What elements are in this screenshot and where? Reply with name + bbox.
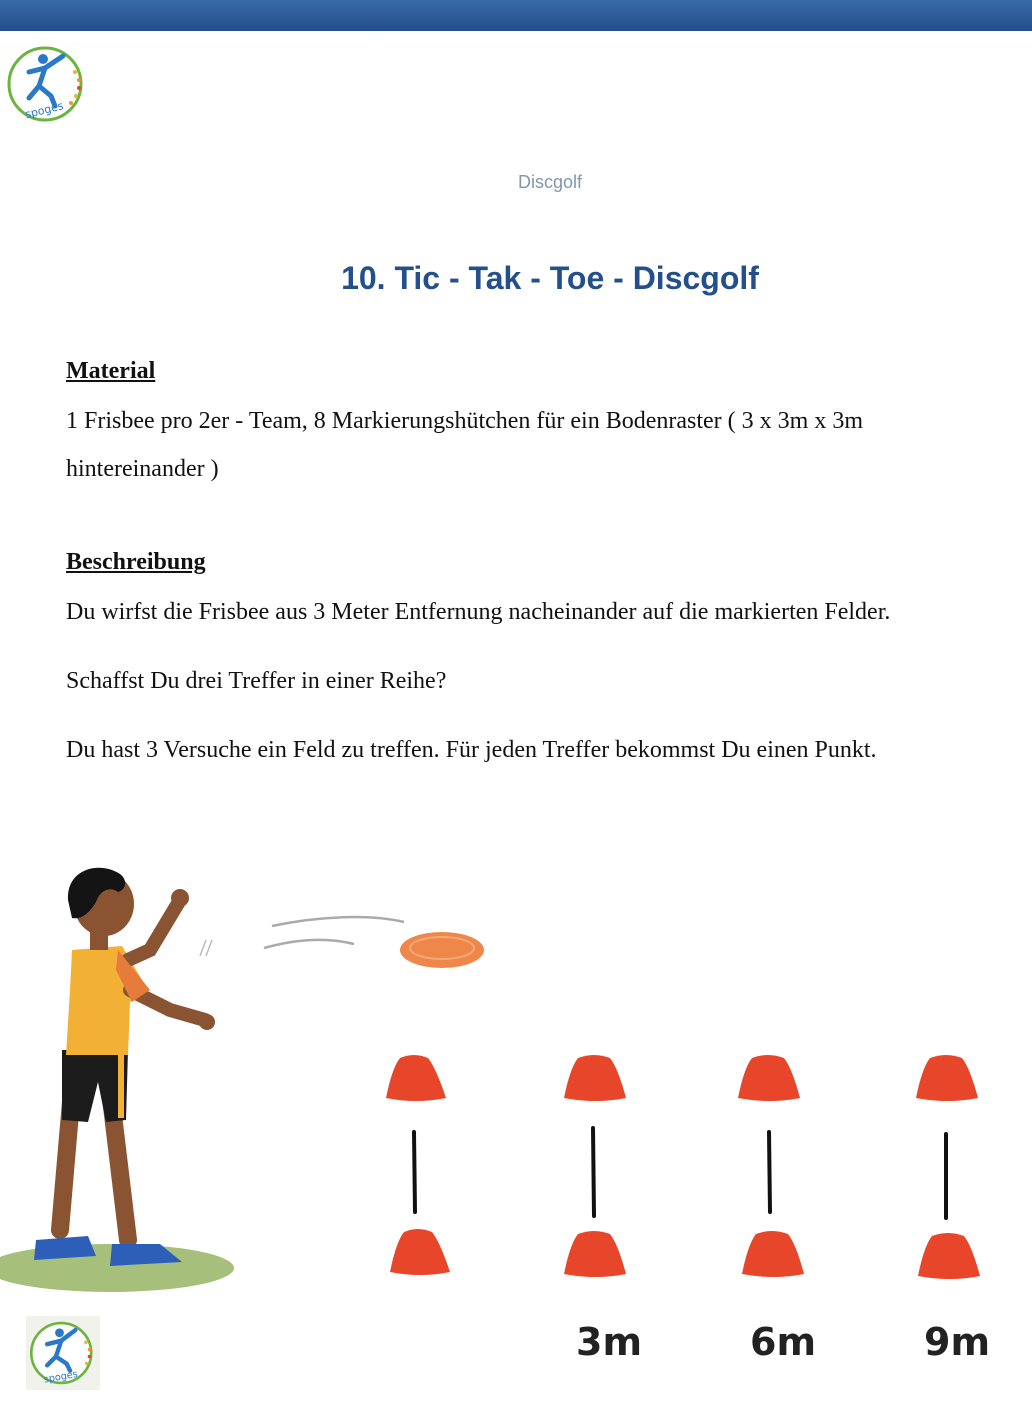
beschreibung-heading: Beschreibung [66, 549, 206, 575]
distance-label-9m: 9m [924, 1320, 991, 1364]
page-title: 10. Tic - Tak - Toe - Discgolf [341, 260, 759, 296]
field-lines [414, 1128, 946, 1218]
logo-bottom-text: spoges [42, 1368, 79, 1386]
discgolf-illustration [0, 840, 1032, 1310]
beschreibung-paragraph-3: Du hast 3 Versuche ein Feld zu treffen. Für jeden Treffer bekommst Du einen Punkt. [66, 737, 877, 763]
top-bar [0, 0, 1032, 31]
logo-text: spoges [23, 99, 65, 122]
distance-label-6m: 6m [750, 1320, 817, 1364]
player-figure [34, 868, 215, 1266]
material-text: 1 Frisbee pro 2er - Team, 8 Markierungshütchen für ein Bodenraster ( 3 x 3m x 3m hintereinander ) [66, 408, 864, 482]
distance-label-3m: 3m [576, 1320, 643, 1364]
beschreibung-paragraph-1: Du wirfst die Frisbee aus 3 Meter Entfernung nacheinander auf die markierten Felder. [66, 599, 891, 625]
material-heading: Material [66, 358, 156, 384]
subject-label: Discgolf [517, 172, 583, 192]
cones [386, 1055, 980, 1279]
spoges-logo-icon [5, 42, 89, 126]
beschreibung-paragraph-2: Schaffst Du drei Treffer in einer Reihe? [66, 668, 447, 694]
spoges-logo-bottom-icon [26, 1316, 100, 1390]
